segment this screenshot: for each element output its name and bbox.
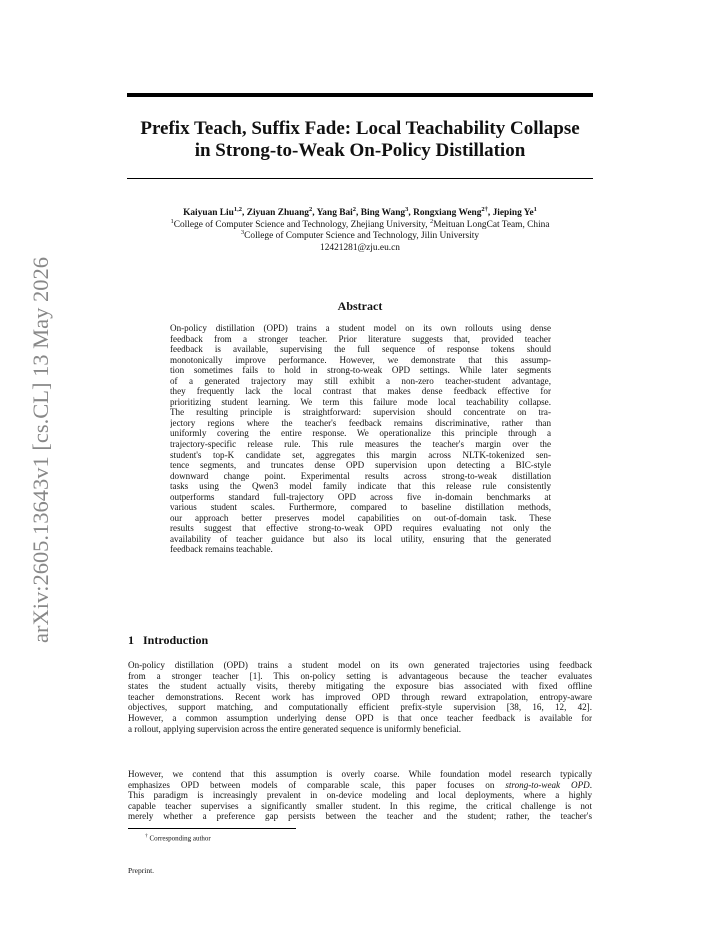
- emphasis-strong-to-weak: strong-to-weak OPD: [505, 779, 590, 790]
- body-line: from a stronger teacher [1]. This on-policy setting is advantageous because the teacher evaluates: [128, 670, 592, 681]
- body-line: objectives, support matching, and computationally efficient prefix-style supervision [38, 16, 12, 42].: [128, 702, 592, 713]
- abstract-line: uniformly covering the entire response. We operationalize this principle through a: [170, 428, 551, 439]
- abstract-line: feedback from a stronger teacher. Prior literature suggests that, provided teacher: [170, 333, 551, 344]
- body-line: teacher demonstrations. Recent work has improved OPD through reward extrapolation, entropy-aware: [128, 691, 592, 702]
- footnote-text: Corresponding author: [149, 834, 211, 843]
- affiliation-1: College of Computer Science and Technology, Zhejiang University,: [173, 219, 428, 230]
- title-line-2: in Strong-to-Weak On-Policy Distillation: [194, 140, 526, 161]
- paper-title: [112, 118, 608, 162]
- abstract-line: trajectory-specific release rule. This rule measures the teacher's margin over the: [170, 439, 551, 450]
- abstract-body: [170, 323, 551, 555]
- author-names: Kaiyuan Liu$^{1,2}$, Ziyuan Zhuang$^2$, Yang Bai$^2$, Bing Wang$^3$, Rongxiang Weng$^{2\dagger}$, Jieping Ye$^1$: [183, 205, 537, 218]
- author-affil-sup: 1: [533, 205, 537, 213]
- affiliation-3: College of Computer Science and Technology, Jilin University: [244, 231, 480, 242]
- abstract-line: of a generated trajectory may still exhibit a non-zero teacher-student advantage,: [170, 375, 551, 386]
- author-name: Bing Wang: [360, 208, 406, 218]
- author-name: Rongxiang Weng: [413, 208, 482, 218]
- abstract-line: our approach better preserves model capabilities on out-of-domain task. These: [170, 512, 551, 523]
- abstract-line: tion sometimes fails to hold in strong-to-weak OPD settings. While later segments: [170, 365, 551, 376]
- body-text-run: emphasizes OPD between models of comparable scale, this paper focuses on: [128, 779, 495, 790]
- abstract-line: various student scales. Furthermore, compared to baseline distillation methods,: [170, 502, 551, 513]
- affiliation-2: Meituan LongCat Team, China: [433, 219, 550, 230]
- body-line: a rollout, applying supervision across the entire generated sequence is uniformly beneficial.: [128, 723, 462, 734]
- title-line-1: Prefix Teach, Suffix Fade: Local Teachability Collapse: [140, 118, 580, 139]
- author-name: Jieping Ye: [492, 208, 534, 218]
- abstract-line: The resulting principle is straightforward: supervision should concentrate on tra-: [170, 407, 551, 418]
- abstract-line: outperforms standard full-trajectory OPD across five in-domain benchmarks at: [170, 491, 551, 502]
- author-name: Ziyuan Zhuang: [246, 208, 309, 218]
- abstract-line: they frequently lack the local contrast that makes dense feedback effective for: [170, 386, 551, 397]
- author-affil-sup: 2: [352, 205, 357, 213]
- footnote-mark: †: [145, 833, 148, 839]
- abstract-line: downward change point. Experimental results across strong-to-weak distillation: [170, 470, 551, 481]
- author-affil-sup: 2: [308, 205, 313, 213]
- affil-sup: 3: [240, 229, 245, 237]
- abstract-line: tence segments, and truncates dense OPD supervision upon detecting a BIC-style: [170, 460, 551, 471]
- abstract-line: availability of teacher guidance but also its local utility, ensuring that the generated: [170, 533, 551, 544]
- section-heading-introduction: [128, 633, 208, 648]
- abstract-line: feedback is available, supervising the full sequence of response tokens should: [170, 344, 551, 355]
- footnote: [145, 833, 211, 842]
- intro-paragraph-2: [128, 769, 592, 822]
- abstract-line: results suggest that effective strong-to-weak OPD requires evaluating not only the: [170, 523, 551, 534]
- section-number: 1: [128, 633, 134, 647]
- body-line: However, a common assumption underlying dense OPD is that once teacher feedback is available for: [128, 712, 592, 723]
- body-line: On-policy distillation (OPD) trains a student model on its own generated trajectories using feedback: [128, 660, 592, 670]
- body-line: However, we contend that this assumption is overly coarse. While foundation model research typically: [128, 769, 592, 779]
- body-line: capable teacher supervises a significantly smaller student. In this regime, the critical challenge is not: [128, 800, 592, 811]
- author-email: 12421281@zju.eu.cn: [320, 243, 400, 254]
- affiliation-line-2: [100, 231, 620, 243]
- body-line: [128, 780, 592, 791]
- preprint-label: Preprint.: [128, 866, 155, 875]
- section-title: Introduction: [143, 633, 209, 647]
- abstract-line: monotonically improve performance. However, we demonstrate that this assump-: [170, 354, 551, 365]
- arxiv-stamp-text: arXiv:2605.13643v1 [cs.CL] 13 May 2026: [28, 265, 53, 643]
- abstract-line: jectory regions where the teacher's feedback remains discriminative, rather than: [170, 417, 551, 428]
- affil-sup: 1: [170, 217, 174, 225]
- affil-sup: 2: [429, 217, 434, 225]
- affiliation-line-1: [100, 217, 620, 232]
- body-text-run: .: [589, 779, 592, 790]
- body-line: states the student actually visits, thereby mitigating the exposure bias associated with fixed offline: [128, 681, 592, 692]
- author-affil-sup: 1,2: [233, 205, 243, 213]
- author-affil-sup: 3: [405, 205, 409, 213]
- abstract-line: tasks using the Qwen3 model family indicate that this release rule consistently: [170, 481, 551, 492]
- author-block: [100, 205, 620, 255]
- author-name: Kaiyuan Liu: [183, 208, 234, 218]
- footnote-rule: [128, 828, 296, 829]
- intro-paragraph-1: [128, 660, 592, 734]
- title-bottom-rule: [127, 178, 593, 179]
- arxiv-identifier-stamp: [22, 255, 54, 645]
- abstract-heading: Abstract: [337, 299, 383, 313]
- author-name: Yang Bai: [316, 208, 353, 218]
- abstract-line: prioritizing student learning. We term this failure mode local teachability collapse.: [170, 396, 551, 407]
- abstract-line: On-policy distillation (OPD) trains a student model on its own rollouts using dense: [170, 323, 551, 333]
- body-line: merely whether a preference gap persists between the teacher and the student; rather, the teacher's: [128, 811, 592, 822]
- body-line: This paradigm is increasingly prevalent in on-device modeling and local deployments, where a highly: [128, 790, 592, 801]
- author-affil-sup: 2†: [481, 205, 488, 213]
- title-top-rule: [127, 93, 593, 97]
- abstract-line: feedback remains teachable.: [170, 544, 273, 555]
- abstract-line: student's top-K candidate set, aggregates this margin across NLTK-tokenized sen-: [170, 449, 551, 460]
